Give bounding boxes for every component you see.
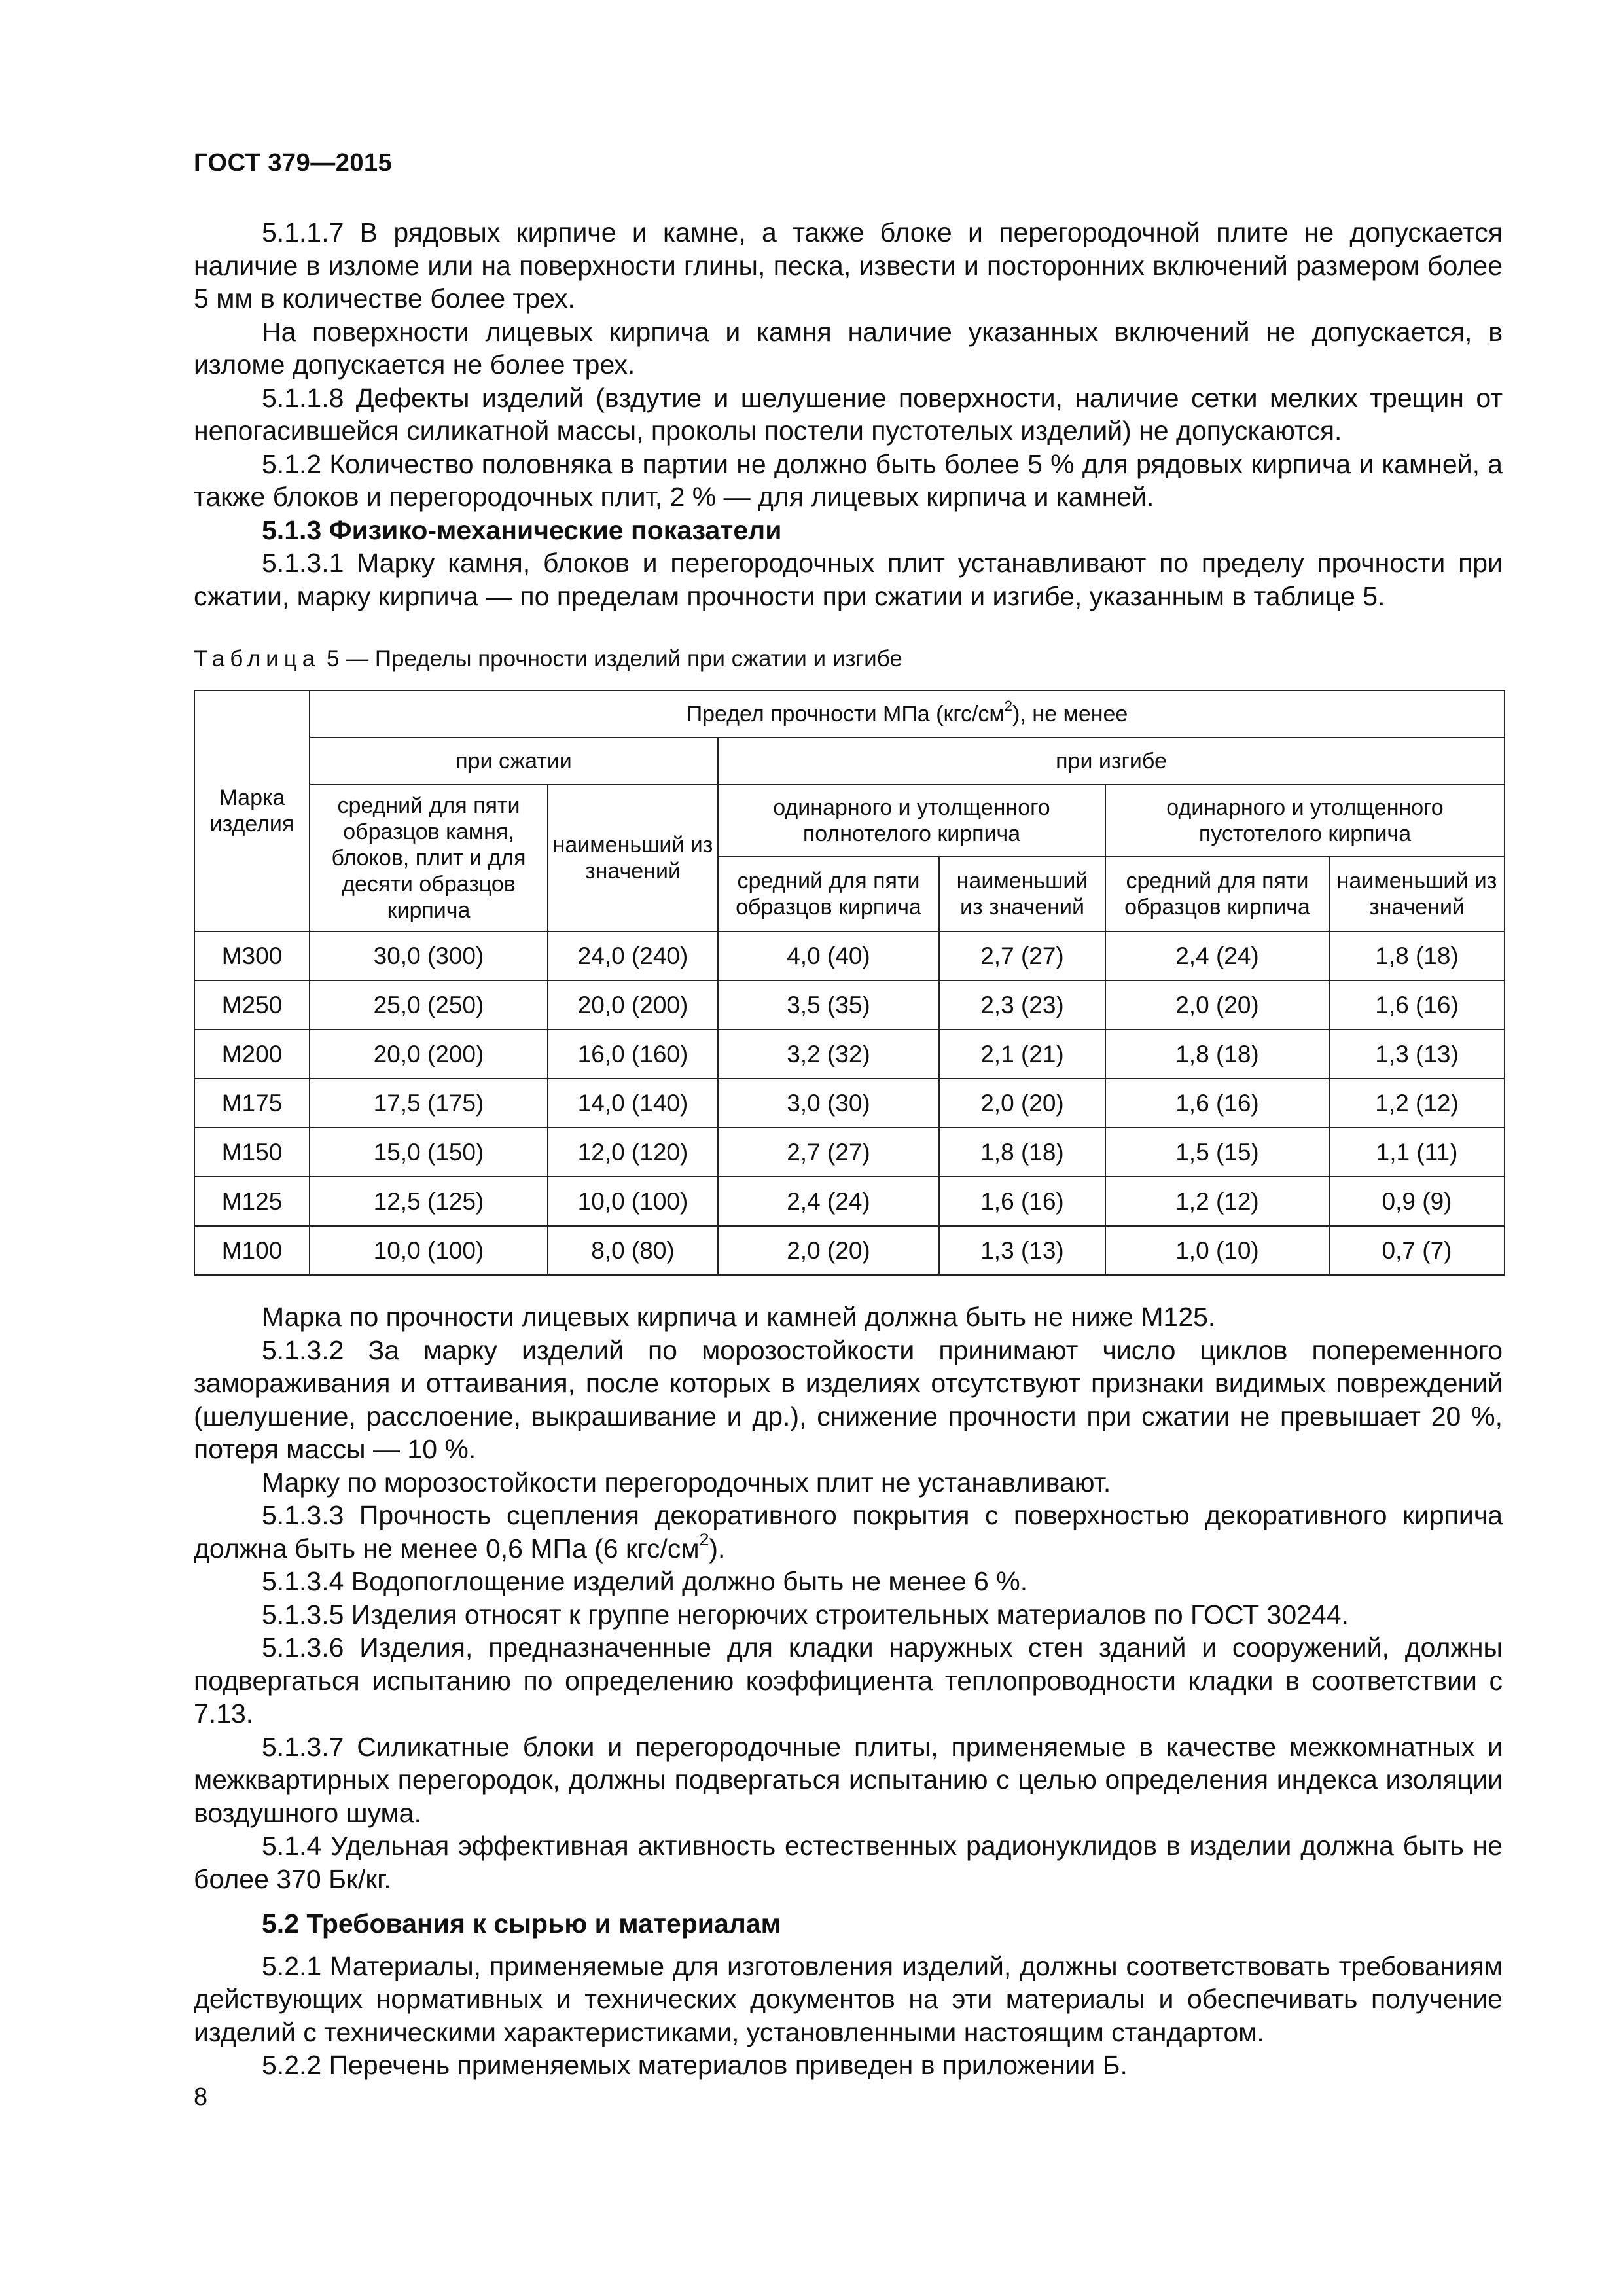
table-cell: М175 [194, 1079, 310, 1128]
table-cell: М125 [194, 1177, 310, 1226]
table-row [194, 1030, 1505, 1079]
paragraph-5-1-2: 5.1.2 Количество половняка в партии не должно быть более 5 % для рядовых кирпича и камней, а также блоков и перегородочных плит, 2 % — для лицевых кирпича и камней. [194, 448, 1503, 512]
table-cell: 10,0 (100) [310, 1226, 548, 1275]
heading-5-1-3: 5.1.3 Физико-механические показатели [262, 514, 782, 545]
paragraph-face-brick-inclusions: На поверхности лицевых кирпича и камня наличие указанных включений не допускается, в изломе допускается не более трех. [194, 316, 1503, 380]
table-row [194, 931, 1505, 980]
table-cell: 2,0 (20) [939, 1079, 1105, 1128]
strength-table [194, 690, 1505, 1276]
heading-5-2: 5.2 Требования к сырью и материалам [262, 1909, 781, 1939]
header-hollow-brick: одинарного и утолщенного пустотелого кирпича [1105, 785, 1505, 857]
paragraph-5-1-3-7: 5.1.3.7 Силикатные блоки и перегородочные плиты, применяемые в качестве межкомнатных и межквартирных перегородок, должны подвергаться испытанию с целью определения индекса изоляции воздушного шума. [194, 1731, 1503, 1828]
table-cell: 1,6 (16) [939, 1177, 1105, 1226]
table-cell: 12,5 (125) [310, 1177, 548, 1226]
table-cell: 3,2 (32) [718, 1030, 939, 1079]
table-row [194, 1079, 1505, 1128]
table-cell: М300 [194, 931, 310, 980]
table-cell: 2,0 (20) [1105, 980, 1329, 1030]
table-cell: 1,3 (13) [939, 1226, 1105, 1275]
table-cell: 2,0 (20) [718, 1226, 939, 1275]
table-cell: 1,3 (13) [1329, 1030, 1505, 1079]
paragraph-5-1-1-7: 5.1.1.7 В рядовых кирпиче и камне, а также блоке и перегородочной плите не допускается наличие в изломе или на поверхности глины, песка, извести и посторонних включений размером более 5 мм в количестве более трех. [194, 217, 1503, 314]
header-solid-brick: одинарного и утолщенного полнотелого кирпича [718, 785, 1105, 857]
table-cell: 1,1 (11) [1329, 1128, 1505, 1177]
paragraph-5-1-4: 5.1.4 Удельная эффективная активность естественных радионуклидов в изделии должна быть не более 370 Бк/кг. [194, 1831, 1503, 1894]
header-solid-avg: средний для пяти образцов кирпича [718, 857, 939, 931]
table-cell: 20,0 (200) [548, 980, 718, 1030]
table-cell: 12,0 (120) [548, 1128, 718, 1177]
table-cell: 0,9 (9) [1329, 1177, 1505, 1226]
header-avg-five-samples: средний для пяти образцов камня, блоков, плит и для десяти образцов кирпича [310, 785, 548, 931]
table-row [194, 1177, 1505, 1226]
paragraph-5-1-3-1: 5.1.3.1 Марку камня, блоков и перегородочных плит устанавливают по пределу прочности при сжатии, марку кирпича — по пределам прочности при сжатии и изгибе, указанным в таблице 5. [194, 548, 1503, 611]
paragraph-partition-frost: Марку по морозостойкости перегородочных плит не устанавливают. [262, 1467, 1111, 1498]
table-row [194, 1226, 1505, 1275]
header-strength-limit: Предел прочности МПа $(кгс/см^2)$, не менее [310, 691, 1505, 738]
table-cell: 2,3 (23) [939, 980, 1105, 1030]
table-cell: 1,0 (10) [1105, 1226, 1329, 1275]
table-cell: 17,5 (175) [310, 1079, 548, 1128]
paragraph-5-1-3-6: 5.1.3.6 Изделия, предназначенные для кладки наружных стен зданий и сооружений, должны подвергаться испытанию по определению коэффициента теплопроводности кладки в соответствии с 7.13. [194, 1632, 1503, 1729]
paragraph-5-2-1: 5.2.1 Материалы, применяемые для изготовления изделий, должны соответствовать требованиям действующих нормативных и технических документов на эти материалы и обеспечивать получение изделий с техническими характеристиками, установленными настоящим стандартом. [194, 1950, 1503, 2047]
table-cell: 10,0 (100) [548, 1177, 718, 1226]
header-hollow-min: наименьший из значений [1329, 857, 1505, 931]
table-cell: 2,4 (24) [718, 1177, 939, 1226]
table-caption-label: Таблица [194, 646, 321, 672]
table-cell: 1,6 (16) [1329, 980, 1505, 1030]
table-cell: 2,7 (27) [939, 931, 1105, 980]
table-cell: 2,1 (21) [939, 1030, 1105, 1079]
paragraph-face-brick-grade: Марка по прочности лицевых кирпича и камней должна быть не ниже М125. [262, 1302, 1216, 1332]
header-bending: при изгибе [718, 738, 1505, 785]
table-cell: М250 [194, 980, 310, 1030]
table-cell: 1,8 (18) [1329, 931, 1505, 980]
header-hollow-avg: средний для пяти образцов кирпича [1105, 857, 1329, 931]
table-cell: 0,7 (7) [1329, 1226, 1505, 1275]
paragraph-5-1-3-2: 5.1.3.2 За марку изделий по морозостойкости принимают число циклов попеременного замораживания и оттаивания, после которых в изделиях отсутствуют признаки видимых повреждений (шелушение, расслоение, выкрашивание и др.), снижение прочности при сжатии не превышает 20 %, потеря массы — 10 %. [194, 1335, 1503, 1464]
paragraph-5-1-3-4: 5.1.3.4 Водопоглощение изделий должно быть не менее 6 %. [262, 1566, 1028, 1596]
document-header: ГОСТ 379—2015 [194, 149, 393, 177]
table-cell: 25,0 (250) [310, 980, 548, 1030]
table-row [194, 980, 1505, 1030]
table-cell: М150 [194, 1128, 310, 1177]
paragraph-5-2-2: 5.2.2 Перечень применяемых материалов приведен в приложении Б. [262, 2050, 1128, 2080]
table-caption-text: 5 — Пределы прочности изделий при сжатии и изгибе [320, 646, 902, 672]
text-block-after-table [194, 1300, 1503, 2082]
table-cell: 24,0 (240) [548, 931, 718, 980]
table-cell: 1,8 (18) [1105, 1030, 1329, 1079]
table-cell: 3,0 (30) [718, 1079, 939, 1128]
table-cell: 3,5 (35) [718, 980, 939, 1030]
table-cell: М100 [194, 1226, 310, 1275]
paragraph-5-1-1-8: 5.1.1.8 Дефекты изделий (вздутие и шелушение поверхности, наличие сетки мелких трещин от непогасившейся силикатной массы, проколы постели пустотелых изделий) не допускаются. [194, 382, 1503, 446]
table-cell: 20,0 (200) [310, 1030, 548, 1079]
table-cell: 1,5 (15) [1105, 1128, 1329, 1177]
paragraph-5-1-3-3: 5.1.3.3 Прочность сцепления декоративного покрытия с поверхностью декоративного кирпича должна быть не менее 0,6 МПа (6 кгс/$см^2$). [194, 1500, 1503, 1564]
table-cell: 30,0 (300) [310, 931, 548, 980]
table-cell: 8,0 (80) [548, 1226, 718, 1275]
header-compression: при сжатии [310, 738, 718, 785]
table-cell: 15,0 (150) [310, 1128, 548, 1177]
table-cell: 1,2 (12) [1329, 1079, 1505, 1128]
page-number: 8 [194, 2083, 208, 2111]
table-cell: 1,6 (16) [1105, 1079, 1329, 1128]
table-caption [194, 646, 902, 672]
table-cell: 14,0 (140) [548, 1079, 718, 1128]
header-min-value: наименьший из значений [548, 785, 718, 931]
table-cell: 4,0 (40) [718, 931, 939, 980]
table-cell: М200 [194, 1030, 310, 1079]
paragraph-5-1-3-5: 5.1.3.5 Изделия относят к группе негорючих строительных материалов по ГОСТ 30244. [262, 1599, 1349, 1630]
header-solid-min: наименьший из значений [939, 857, 1105, 931]
table-cell: 2,7 (27) [718, 1128, 939, 1177]
table-cell: 2,4 (24) [1105, 931, 1329, 980]
header-mark: Марка изделия [194, 691, 310, 931]
table-cell: 16,0 (160) [548, 1030, 718, 1079]
table-row [194, 1128, 1505, 1177]
table-cell: 1,2 (12) [1105, 1177, 1329, 1226]
text-block-before-table [194, 216, 1503, 613]
table-cell: 1,8 (18) [939, 1128, 1105, 1177]
